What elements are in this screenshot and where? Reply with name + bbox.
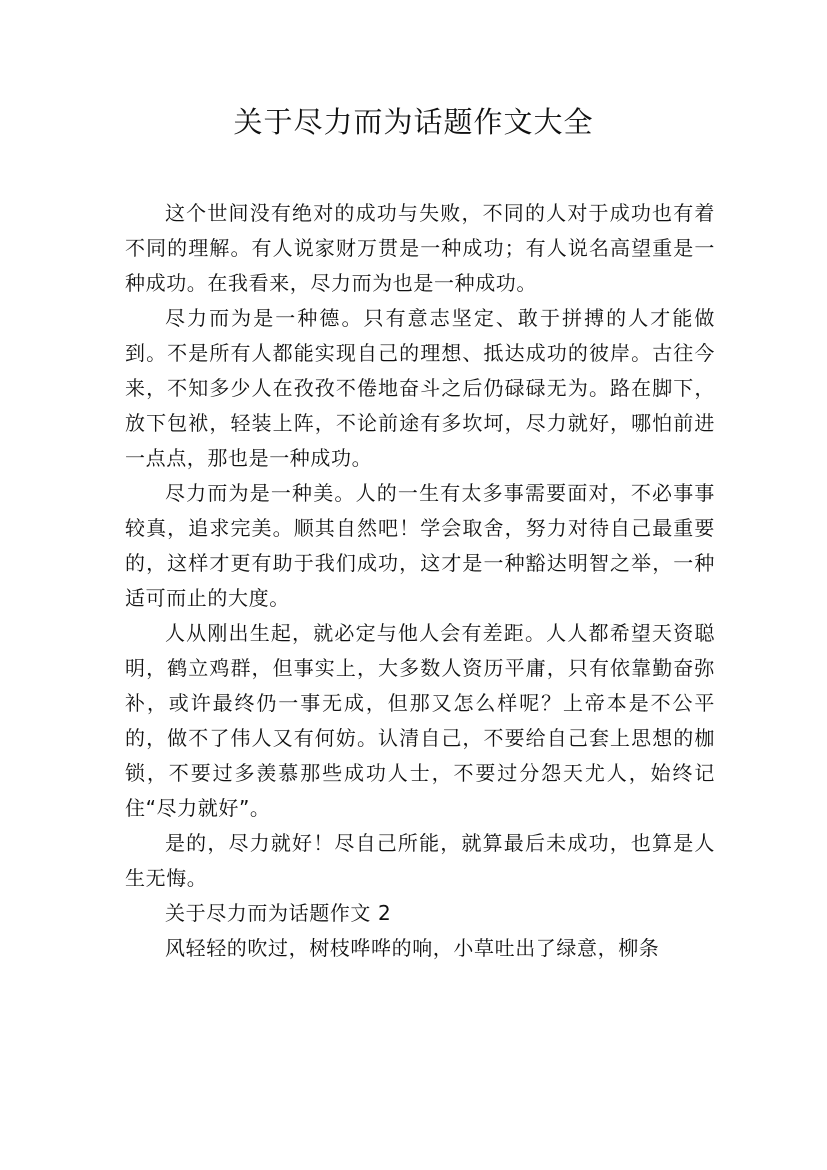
paragraph: 尽力而为是一种德。只有意志坚定、敢于拼搏的人才能做到。不是所有人都能实现自己的理想、抵达成功的彼岸。古往今来，不知多少人在孜孜不倦地奋斗之后仍碌碌无为。路在脚下，放下包袱，轻装上阵，不论前途有多坎坷，尽力就好，哪怕前进一点点，那也是一种成功。 — [125, 306, 715, 470]
paragraph: 这个世间没有绝对的成功与失败，不同的人对于成功也有着不同的理解。有人说家财万贯是一种成功；有人说名高望重是一种成功。在我看来，尽力而为也是一种成功。 — [125, 201, 715, 295]
document-body — [125, 196, 715, 966]
paragraph: 是的，尽力就好！尽自己所能，就算最后未成功，也算是人生无悔。 — [125, 831, 715, 890]
section-subheading: 关于尽力而为话题作文 2 — [165, 901, 392, 925]
paragraph: 风轻轻的吹过，树枝哗哗的响，小草吐出了绿意，柳条 — [165, 936, 660, 960]
paragraph: 尽力而为是一种美。人的一生有太多事需要面对，不必事事较真，追求完美。顺其自然吧！学会取舍，努力对待自己最重要的，这样才更有助于我们成功，这才是一种豁达明智之举，一种适可而止的大度。 — [125, 481, 715, 610]
paragraph: 人从刚出生起，就必定与他人会有差距。人人都希望天资聪明，鹤立鸡群，但事实上，大多数人资历平庸，只有依靠勤奋弥补，或许最终仍一事无成，但那又怎么样呢？上帝本是不公平的，做不了伟人又有何妨。认清自己，不要给自己套上思想的枷锁，不要过多羡慕那些成功人士，不要过分怨天尤人，始终记住“尽力就好”。 — [125, 621, 715, 820]
document-title: 关于尽力而为话题作文大全 — [233, 105, 594, 139]
